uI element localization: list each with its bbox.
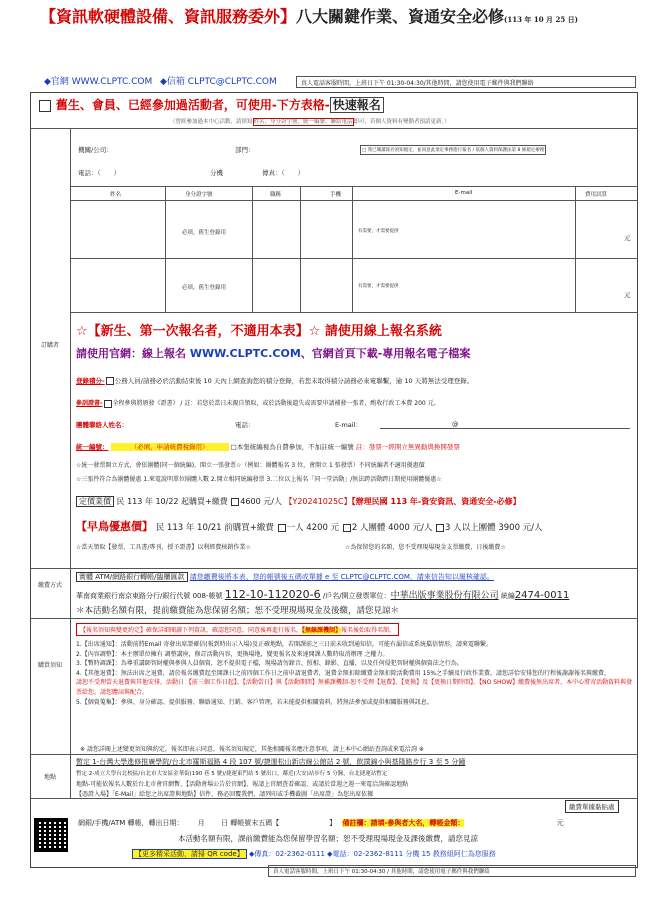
list-item: 1.【出席通知】：活動前將Email 寄發出席證確信(報到時出示入場)及正確地點，若開課前之三日前未收到通知信，可能有漏信或系統擋信情形，請來電聯繫。 bbox=[76, 641, 492, 648]
tel-number[interactable]: ◆電話：02-2362-8111 分機 15 教務組阿仁為您服務 bbox=[327, 850, 496, 858]
row-line bbox=[70, 312, 638, 313]
col-line bbox=[165, 186, 166, 312]
points-checkbox[interactable] bbox=[106, 377, 114, 385]
col-line bbox=[352, 186, 353, 312]
col-email: E-mail bbox=[455, 190, 473, 196]
phone-note: 有需要，才需要提供 bbox=[358, 229, 399, 234]
group-phone: 電話： bbox=[235, 421, 255, 429]
banner-tail: 請使用線上報名系統 bbox=[324, 324, 442, 339]
notice-footer: ※ 請您詳閱上述變更須知與約定，報名即表示同意。報名須知規定，其他相關報名應注意事項，請上本中心網站查詢或來電洽詢 ※ bbox=[80, 746, 424, 753]
row-line bbox=[70, 258, 638, 259]
location-label: 地點 bbox=[43, 774, 56, 781]
line2-b: 、官網首頁下載-專用報名電子檔案 bbox=[300, 347, 471, 360]
phone-label: 電話：（ ） bbox=[78, 169, 121, 177]
points-label: 登錄積分- bbox=[76, 377, 105, 385]
early-opt3-checkbox[interactable] bbox=[436, 524, 444, 532]
group-email: E-mail： bbox=[335, 421, 362, 429]
pricing-footnote-a: ☆當天領取【發票、工具書/專刊、授予證書】以利經費核銷作業☆ bbox=[76, 544, 251, 551]
footer-service-hours-text: 真人電話客服時間，上班日下午 01:30-04:30 / 其他時間，請您使用電子郵件與我們聯絡 bbox=[273, 869, 490, 875]
note-highlight: 姓名、身分證字號、統一編號、聯絡電話 bbox=[253, 119, 353, 125]
page-title bbox=[40, 4, 578, 27]
invoice-line2: ☆統一發票開立方式，會依團體(同一個統編)，開立一張發票☆（例如：團體報名 3 位，會開立 1 張發票）不同統編者不適用優惠價 bbox=[76, 462, 425, 469]
qr-text: 【更多精采活動，請掃 QR code】 bbox=[132, 849, 247, 859]
early-opt2-checkbox[interactable] bbox=[343, 524, 351, 532]
notice-header-b: 【無線課機制】 bbox=[302, 627, 342, 634]
new-student-line2 bbox=[76, 345, 470, 361]
early-text: 民 113 年 10/21 前購買+繳費 bbox=[155, 523, 274, 533]
col-mobile: 手機 bbox=[330, 192, 342, 198]
divider bbox=[30, 618, 638, 619]
quick-signup-checkbox[interactable] bbox=[39, 100, 51, 112]
early-label: 【早鳥優惠價】 bbox=[76, 520, 153, 533]
fax-label: 傳真：（ ） bbox=[262, 169, 305, 177]
email-link[interactable]: ◆信箱 CLPTC@CLPTC.COM bbox=[160, 77, 277, 87]
note-a: （曾經參加過本中心活動，請填寫 bbox=[170, 119, 253, 125]
early-opt2: 2 人團體 4000 元/人 bbox=[351, 523, 433, 533]
fee-unit: 元 bbox=[624, 291, 631, 299]
last5-label: 轉帳號末五碼【 bbox=[230, 819, 280, 827]
receipt-label: 繳費單據黏貼處 bbox=[565, 800, 619, 813]
fax-number: ◆傳真：02-2362-0111 bbox=[248, 850, 325, 858]
ext-label: 分機 bbox=[210, 169, 223, 177]
early-price-row bbox=[76, 518, 543, 534]
atm-text[interactable]: 請您繳費後將本表、您的帳號後五碼或單據 e 至 CLPTC@CLPTC.COM，請來信告知以履核確認。 bbox=[189, 573, 494, 581]
tax-id: 2474-0011 bbox=[514, 590, 570, 601]
location-alt: 暫定 2-成立大學台北校區/台北市大安區金華街(190 巷 5 號)/捷運東門站 5 號出口，鄰近(大安)站步行 5 分鐘，台北捷運站暫定 bbox=[76, 771, 388, 777]
fixed-price: 4600 元/人 bbox=[240, 497, 282, 506]
notice-header-c: 報名後始取得名額。 bbox=[341, 627, 396, 634]
group-row bbox=[76, 420, 128, 429]
list-item: 請恕不受理當天退費與其他安排，活動日 【前三個工作日起】、【活動當日】與【活動期間】無補課機制-恕不受理【退費】、【更換】及【更換日期時間】、【NO SHOW】繳費後無出席者，本中心將寄活動資料與發票給您，請您體諒與配合。 bbox=[76, 679, 633, 696]
list-item: 2.【內容調整】：本主辦單位擁有 調整講座，修訂活動內容，更換場地，變更報名及來達開課人數時取消辦理 之權力。 bbox=[76, 650, 389, 658]
footer-service-hours bbox=[268, 865, 636, 877]
divider bbox=[30, 568, 638, 569]
limited-notice: 本活動名額有限，課前繳費能為您保留學習名額；恕不受理現場現金及課後繳費，請您見諒 bbox=[178, 834, 478, 843]
note-tail: 即可，若個人資料有變動者預請更新。） bbox=[353, 119, 450, 125]
yuan-label: 元 bbox=[556, 819, 564, 827]
line2-a: 請使用官網：線上報名 bbox=[76, 347, 186, 360]
transfer-row bbox=[78, 818, 564, 828]
certificate-checkbox[interactable] bbox=[104, 400, 112, 408]
early-opt1-checkbox[interactable] bbox=[278, 524, 286, 532]
title-red: 【資訊軟硬體設備、資訊服務委外】 bbox=[40, 7, 297, 26]
invoice-label: 統一編號： bbox=[76, 443, 109, 451]
account-number: 112-10-112020-6 bbox=[224, 588, 321, 601]
bank-text: 華南商業銀行南京東路分行/銀行代號 008-帳號 bbox=[76, 592, 223, 600]
month-label: 月 bbox=[197, 819, 205, 827]
holder: 中華出版事業股份有限公司 bbox=[390, 591, 499, 601]
divider bbox=[30, 128, 638, 129]
early-opt1: 一人 4200 元 bbox=[286, 523, 340, 533]
quick-signup-text: 舊生、會員、已經參加過活動者，可使用-下方表格- bbox=[55, 98, 330, 112]
service-hours-bar bbox=[296, 76, 636, 88]
divider bbox=[30, 754, 638, 755]
points-text: 公務人員/請務必於活動結束後 10 天內上網查詢您的積分登錄，若您未取得積分請務必來電聯繫，逾 10 天將無法受理登錄。 bbox=[114, 377, 474, 385]
notice-list bbox=[76, 640, 634, 707]
table-top bbox=[70, 186, 638, 187]
qr-code[interactable] bbox=[34, 818, 68, 852]
fixed-note: 【辦理民國 113 年-資安資訊、資通安全-必修】 bbox=[351, 497, 521, 506]
last5-end: 】 bbox=[329, 819, 337, 827]
col-title: 職稱 bbox=[270, 192, 282, 198]
group-at: @ bbox=[452, 420, 459, 428]
col-line bbox=[252, 186, 253, 312]
atm-label: 實體 ATM/網路銀行轉帳/臨櫃匯款 bbox=[76, 572, 188, 582]
course-code: 【Y20241025C】 bbox=[284, 497, 352, 506]
payment-label: 繳費方式 bbox=[37, 582, 62, 589]
agree-checkbox[interactable]: □ 我已閱讀報名須知規定，並同意此項定事務進行報名 / 依個人資料保護法第 8 條規定辦理 bbox=[360, 145, 546, 155]
id-note: 必填，舊生登錄用 bbox=[182, 230, 227, 236]
official-url-link[interactable]: WWW.CLPTC.COM bbox=[189, 347, 301, 360]
orderer-label: 訂購者 bbox=[40, 342, 59, 349]
invoice-input[interactable]: （必填，申請統費稅錄用） bbox=[111, 443, 229, 451]
id-note: 必填，舊生登錄用 bbox=[182, 285, 227, 291]
invoice-line3: ☆三張件符合為團體優惠 1.來電說明單位團體人數 2.開立相同統編發票 3.二位以上報名「同一堂活動」/無法跨活動跨日期使用團體優惠☆ bbox=[76, 476, 442, 483]
divider bbox=[70, 128, 71, 568]
invoice-red-text: 註：發票一經開立無異動與換開發票 bbox=[355, 443, 460, 451]
transfer-text: 網銀/手機/ATM 轉帳，轉出日期： bbox=[78, 819, 184, 827]
website-link[interactable]: ◆官網 WWW.CLPTC.COM bbox=[44, 77, 153, 87]
col-line bbox=[300, 186, 301, 312]
service-hours-text: 真人電話客服時間，上班日下午 01:30-04:30/其他時間，請您使用電子郵件與我們聯絡 bbox=[301, 80, 534, 87]
atm-row bbox=[76, 572, 494, 582]
group-label: 團體聯絡人姓名： bbox=[76, 421, 128, 429]
org-label: 機關/公司： bbox=[78, 146, 113, 154]
fixed-checkbox[interactable] bbox=[231, 498, 239, 506]
notice-label: 購買須知 bbox=[37, 662, 62, 669]
notice-header-a: 【報名須知與變更約定】確保詳細閱讀下列資訊，確認您同意，同意後再進行報名， bbox=[80, 627, 303, 634]
tax-label: 統編 bbox=[500, 592, 515, 600]
day-label: 日 bbox=[220, 819, 228, 827]
title-black: 八大關鍵作業、資通安全必修 bbox=[296, 7, 505, 26]
location-notify: 【憑證入場】「E-Mail」給您之出席證與地點】信件，務必回覆我們，請列印或手機截圖「出席證」為您出席依據 bbox=[76, 791, 374, 798]
quick-signup-button[interactable]: 快速報名 bbox=[330, 97, 384, 113]
fee-unit: 元 bbox=[624, 234, 631, 242]
invoice-text: □本張統編視為自費參加，不加註統一編號 bbox=[230, 443, 354, 451]
quick-signup-line bbox=[38, 96, 384, 113]
points-row bbox=[76, 376, 473, 385]
location-note: 地點-可能依報名人數於台北市會官網暫，【活動會場公告於官網】，報請上官網查看確認，或請於當週之週一來電洽詢確認地點 bbox=[76, 781, 409, 788]
fixed-text: 民 113 年 10/22 起購買+繳費 bbox=[116, 497, 228, 506]
email-underline bbox=[380, 428, 630, 429]
location-main: 暫定 1-台灣大學進修推廣學院/台北市羅斯福路 4 段 107 號/捷運松山新店線公館站 2 號，飲撲錦小與基隆路步行 3 至 5 分鐘 bbox=[76, 758, 466, 766]
list-item: 3.【暫時調課】：為尊重講師智財權與參與人員個資，恕不提供電子檔，現場請勿錄音、照相、錄影、直播，以及任何侵犯智財權與個資法之行為。 bbox=[76, 660, 463, 668]
early-opt3: 3 人以上團體 3900 元/人 bbox=[445, 523, 543, 533]
bank-row bbox=[76, 588, 569, 601]
col-fee: 費用試算 bbox=[585, 192, 608, 198]
holder-label: /戶名/開立發票單位： bbox=[322, 592, 391, 600]
fixed-price-row bbox=[76, 496, 521, 507]
col-line bbox=[575, 186, 576, 312]
contact-row bbox=[132, 849, 496, 859]
payment-notice: ＊本活動名額有限，提前繳費能為您保留名額；恕不受理現場現金及後繳，請您見諒＊ bbox=[76, 606, 400, 616]
table-header-line bbox=[70, 200, 638, 201]
dept-label: 部門： bbox=[235, 146, 255, 154]
fixed-label: 定價業價 bbox=[76, 496, 114, 507]
notice-header bbox=[76, 623, 399, 636]
new-student-banner: ☆【新生、第一次報名者，不適用本表】☆ 請使用線上報名系統 bbox=[76, 324, 442, 339]
remark-label: 備註欄：請填-參與者大名，轉帳金額： bbox=[342, 819, 465, 827]
certificate-label: 參訓證書- bbox=[76, 400, 103, 407]
col-id: 身分證字號 bbox=[185, 192, 213, 198]
title-date: (113 年 10 月 25 日) bbox=[504, 15, 578, 24]
list-item: 5.【個資蒐集】：參與、身分確認、提供服務、聯絡通知、行銷、客戶管理，若未能提供相關資料，將無法參加或提供相關服務與訊息。 bbox=[76, 698, 433, 706]
banner-text: 【新生、第一次報名者，不適用本表】 bbox=[87, 324, 309, 339]
certificate-text: 全程參與將頒發《證書》 / 註：若您於當日未親自領取，或於活動後遺失或需要申請補發一張者，酌收行政工本費 200 元。 bbox=[112, 400, 440, 407]
invoice-row bbox=[76, 442, 460, 451]
divider bbox=[70, 754, 71, 798]
list-item: 4.【其他退費】：無法出席之退費，請於報名繳費起至開課日之前四個工作日之前申請退費者，退費金額扣除繳費金額扣除活動費用 15%之手續及行政作業費，請您詳恰安排您的行程後謝謝報名與繳費， bbox=[76, 669, 610, 677]
certificate-row bbox=[76, 398, 440, 408]
phone-note: 有需要，才需要提供 bbox=[358, 284, 399, 289]
pricing-footnote-b: ☆為保留您的名額，您不受理現場現金支票繳費，日後繳費☆ bbox=[345, 544, 506, 551]
divider bbox=[30, 798, 638, 799]
quick-signup-note bbox=[170, 117, 450, 125]
col-name: 姓名 bbox=[110, 192, 122, 198]
